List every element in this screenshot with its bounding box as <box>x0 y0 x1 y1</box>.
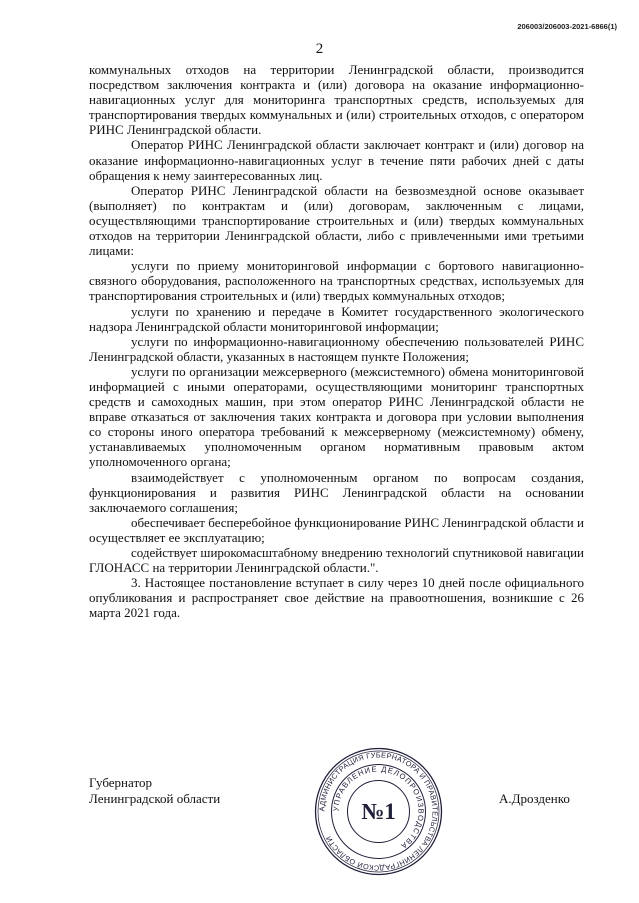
paragraph-service-storage: услуги по хранению и передаче в Комитет государственного экологического надзора Ленинградской области мониторинговой информации; <box>89 303 584 334</box>
stamp-inner-text: УПРАВЛЕНИЕ ДЕЛОПРОИЗВОДСТВА <box>331 764 426 852</box>
signatory-title <box>89 775 220 807</box>
paragraph-operator-contract: Оператор РИНС Ленинградской области заключает контракт и (или) договор на оказание информационно-навигационных услуг в течение пяти рабочих дней с даты обращения к нему заинтересованных лиц. <box>89 137 584 183</box>
paragraph-glonass: содействует широкомасштабному внедрению технологий спутниковой навигации ГЛОНАСС на территории Ленинградской области.". <box>89 545 584 576</box>
signatory-title-line2: Ленинградской области <box>89 791 221 806</box>
paragraph-service-exchange: услуги по организации межсерверного (межсистемного) обмена мониторинговой информацией с иными операторами, осуществляющими мониторинг транспортных средств и самоходных машин, при этом оператор РИНС Ленинградской области не вправе отказаться от заключения таких контракта и договора при условии выполнения со стороны иного оператора требований к межсерверному (межсистемному) обмену, устанавливаемых уполномоченным органом нормативным правовым актом уполномоченного органа; <box>89 363 584 470</box>
paragraph-operation: обеспечивает бесперебойное функционирование РИНС Ленинградской области и осуществляет ее эксплуатацию; <box>89 514 584 545</box>
stamp-outer-text: АДМИНИСТРАЦИЯ ГУБЕРНАТОРА И ПРАВИТЕЛЬСТВА ЛЕНИНГРАДСКОЙ ОБЛАСТИ <box>317 750 440 873</box>
paragraph-service-navigation: услуги по информационно-навигационному обеспечению пользователей РИНС Ленинградской области, указанных в настоящем пункте Положения; <box>89 333 584 364</box>
paragraph-interaction: взаимодействует с уполномоченным органом по вопросам создания, функционирования и развития РИНС Ленинградской области на основании заключаемого соглашения; <box>89 469 584 515</box>
paragraph-continuation: коммунальных отходов на территории Ленинградской области, производится посредством заключения контракта и (или) договора на оказание информационно-навигационных услуг для мониторинга транспортных средств, используемых для транспортирования твердых коммунальных и (или) строительных отходов, с оператором РИНС Ленинградской области. <box>89 62 584 138</box>
signatory-name: А.Дрозденко <box>499 791 570 806</box>
paragraph-operator-services: Оператор РИНС Ленинградской области на безвозмездной основе оказывает (выполняет) по контрактам и (или) договорам, заключенным с лицами, осуществляющими транспортирование строительных и (или) твердых коммунальных отходов на территории Ленинградской области, либо с привлеченными ими третьими лицами: <box>89 182 584 259</box>
stamp-number: №1 <box>361 799 396 824</box>
paragraph-effective-date: 3. Настоящее постановление вступает в силу через 10 дней после официального опубликования и распространяет свое действие на правоотношения, возникшие с 26 марта 2021 года. <box>89 575 584 621</box>
official-stamp <box>313 746 444 877</box>
page-number: 2 <box>315 41 324 57</box>
paragraph-service-reception: услуги по приему мониторинговой информации с бортового навигационно-связного оборудования, расположенного на транспортных средствах, используемых для транспортирования строительных и (или) твердых коммунальных отходов; <box>89 258 584 304</box>
document-number: 206003/206003-2021-6866(1) <box>517 22 617 31</box>
signatory-title-line1: Губернатор <box>89 775 152 790</box>
document-body <box>89 62 584 620</box>
